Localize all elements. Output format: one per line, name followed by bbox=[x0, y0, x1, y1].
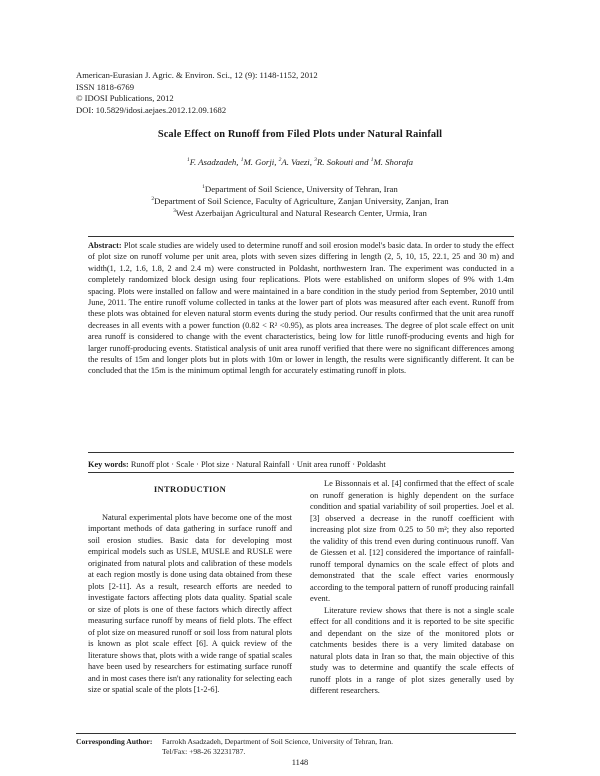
journal-copyright: © IDOSI Publications, 2012 bbox=[76, 93, 174, 103]
journal-doi: DOI: 10.5829/idosi.aejaes.2012.12.09.1682 bbox=[76, 104, 227, 115]
abstract-label: Abstract: bbox=[88, 241, 122, 250]
author-name: R. Sokouti bbox=[316, 157, 354, 167]
author-sup: 3 bbox=[314, 157, 317, 164]
author-name: F. Asadzadeh, bbox=[189, 157, 239, 167]
journal-header bbox=[76, 70, 318, 116]
corresponding-contact: Tel/Fax: +98-26 32231787. bbox=[162, 747, 246, 756]
right-column bbox=[310, 478, 514, 697]
keywords-label: Key words: bbox=[88, 460, 129, 469]
abstract bbox=[88, 240, 514, 377]
affiliations bbox=[0, 184, 600, 219]
corresponding-name: Farrokh Asadzadeh, Department of Soil Science, University of Tehran, Iran. bbox=[162, 737, 394, 746]
author-list bbox=[0, 157, 600, 167]
introduction-heading: INTRODUCTION bbox=[153, 484, 227, 494]
author-sup: 1 bbox=[240, 157, 244, 164]
author-name: M. Gorji, bbox=[243, 157, 277, 167]
affiliation-sup: 3 bbox=[173, 207, 176, 214]
affiliation-3 bbox=[0, 208, 600, 220]
author-conjunction: and bbox=[355, 157, 369, 167]
abstract-top-rule bbox=[88, 236, 514, 237]
paper-title: Scale Effect on Runoff from Filed Plots under Natural Rainfall bbox=[157, 129, 443, 140]
left-column bbox=[88, 478, 292, 696]
affiliation-sup: 2 bbox=[151, 195, 155, 202]
author-sup: 1 bbox=[186, 157, 190, 164]
keywords-bottom-rule bbox=[88, 472, 514, 473]
affiliation-text: Department of Soil Science, Faculty of Agriculture, Zanjan University, Zanjan, Iran bbox=[154, 195, 449, 206]
author-sup: 2 bbox=[278, 157, 282, 164]
intro-paragraph-1: Natural experimental plots have become one of the most important methods of data gathering in surface runoff and soil erosion studies. Basic data for developing most empirical models such as USLE, MUSLE and RUSLE were originated from natural plots and calibration of these models at each region mostly is done using data obtained from these plots [2-11]. As a result, research efforts are needed to investigate factors affecting plots data quality. Spatial scale or size of plots is one of these factors which directly affect measuring surface runoff by means of field plots. The effect of plot size on measured runoff or soil loss from natural plots is known as plot scale effect [6]. A quick review of the literature shows that, plots with a wide range of spatial scales have been used by researchers for estimating surface runoff and in most cases there isn't any rationality for selecting each size or spatial scale of the plots [1-2-6]. bbox=[88, 512, 292, 694]
footer-rule bbox=[76, 733, 516, 734]
page-number: 1148 bbox=[291, 758, 309, 767]
abstract-text: Plot scale studies are widely used to determine runoff and soil erosion model's basic data. In order to study the effect of plot size on runoff volume per unit area, plots with seven sizes differing in length (2, 5, 10, 15, 22.1, 25 and 30 m) and width(1, 1.2, 1.6, 1.8, 2 and 2.4 m) were constructed in Poldasht, northwestern Iran. The experiment was conducted in a completely randomized block design using four replications. Plots were established on uniform slopes of 9% with 1.4m spacing. Plots were installed on fallow and were maintained in a bare condition in the study period from September, 2010 until June, 2011. The entire runoff volume collected in tanks at the lower part of plots was measured after each event. Runoff from these plots was obtained for eleven natural storm events during the study period. Our results confirmed that the unit area runoff decreases in all events with a power function (0.82 < R² <0.95), as plots area increases. The degree of plot scale effect on unit area runoff is considered to change with the event characteristics, being low for little runoff-producing events and high for larger runoff-producing events. Statistical analysis of unit area runoff verified that there were no significant differences among the results of 15m and longer plots but in plots with 10m or lower in length, the results were significantly different. It can be concluded that the 15m is the minimum optimal length for accurately estimating runoff in plots. bbox=[88, 241, 515, 376]
corresponding-label: Corresponding Author: bbox=[76, 737, 153, 746]
corresponding-author bbox=[76, 737, 536, 757]
keywords-top-rule bbox=[88, 452, 514, 453]
affiliation-2 bbox=[0, 196, 600, 208]
affiliation-1 bbox=[0, 184, 600, 196]
journal-issn: ISSN 1818-6769 bbox=[76, 81, 135, 92]
author-sup: 1 bbox=[370, 157, 374, 164]
author-name: M. Shorafa bbox=[373, 157, 414, 167]
affiliation-text: Department of Soil Science, University of Tehran, Iran bbox=[204, 184, 398, 194]
journal-citation: American-Eurasian J. Agric. & Environ. Sci., 12 (9): 1148-1152, 2012 bbox=[76, 70, 318, 80]
author-name: A. Vaezi, bbox=[281, 157, 312, 167]
intro-paragraph-3: Literature review shows that there is not a single scale effect for all conditions and it is reported to be site specific and dependant on the size of the monitored plots or catchments besides there is a very limited database on natural plots data in Iran so that, the main objective of this study was to determine and quantify the scale effects of runoff plots in a range of plot sizes generally used by different researchers. bbox=[310, 605, 514, 695]
affiliation-text: West Azerbaijan Agricultural and Natural Research Center, Urmia, Iran bbox=[175, 207, 427, 218]
keywords bbox=[88, 459, 514, 470]
keywords-text: Runoff plot · Scale · Plot size · Natural Rainfall · Unit area runoff · Poldasht bbox=[130, 460, 386, 469]
intro-paragraph-2: Le Bissonnais et al. [4] confirmed that the effect of scale on runoff generation is highly dependent on the surface condition and spatial variability of soil properties. Joel et al. [3] observed a decrease in the runoff coefficient with increasing plot size from 0.25 to 50 m²; they also reported the validity of this trend even during continuous runoff. Van de Giessen et al. [12] considered the importance of rainfall-runoff temporal dynamics on the scale effect of plots and demonstrated that the scale effect varies enormously according to the temporal pattern of runoff producing rainfall event. bbox=[310, 479, 514, 603]
affiliation-sup: 1 bbox=[202, 184, 205, 191]
